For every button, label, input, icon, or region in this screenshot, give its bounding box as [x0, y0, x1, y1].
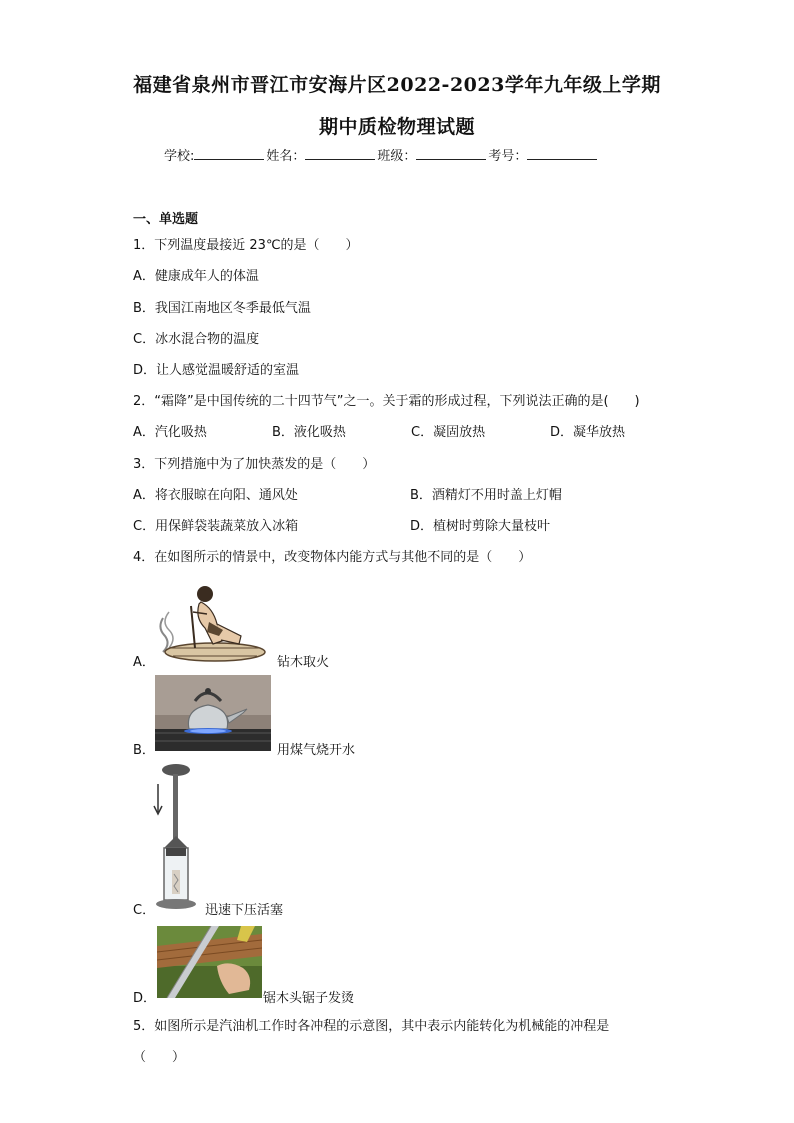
q4-stem: 4．在如图所示的情景中，改变物体内能方式与其他不同的是（ ） [133, 550, 532, 565]
q3-options-row1 [133, 484, 687, 503]
q4-option-d-letter: D． [133, 991, 157, 1006]
q1-option-c: C．冰水混合物的温度 [133, 332, 260, 347]
q3-option-c: C．用保鲜袋装蔬菜放入冰箱 [133, 519, 299, 534]
q3-stem: 3．下列措施中为了加快蒸发的是（ ） [133, 457, 376, 472]
q4-option-b-letter: B． [133, 743, 155, 758]
q1-option-b: B．我国江南地区冬季最低气温 [133, 301, 311, 316]
q1-option-d: D．让人感觉温暖舒适的室温 [133, 363, 300, 378]
name-label: 姓名： [266, 149, 306, 164]
class-label: 班级： [377, 149, 417, 164]
q2-stem: 2．“霜降”是中国传统的二十四节气”之一。关于霜的形成过程，下列说法正确的是( ) [133, 394, 640, 409]
q1-stem: 1．下列温度最接近 23℃的是（ ） [133, 238, 359, 253]
q2-option-b: B．液化吸热 [272, 425, 346, 440]
sawing-wood-image [157, 926, 262, 998]
q4-option-a-caption: 钻木取火 [277, 655, 330, 670]
q2-options [133, 421, 689, 440]
q1-option-a: A．健康成年人的体温 [133, 269, 259, 284]
drilling-wood-fire-image [155, 578, 273, 668]
school-blank [194, 147, 264, 160]
q2-option-c: C．凝固放热 [411, 425, 486, 440]
q4-option-c-letter: C． [133, 903, 156, 918]
q5-stem-cont: （ ） [133, 1050, 186, 1065]
q4-option-c-caption: 迅速下压活塞 [205, 903, 284, 918]
q4-option-d-caption: 锯木头锯子发烫 [263, 991, 355, 1006]
class-blank [416, 147, 486, 160]
q4-option-b-caption: 用煤气烧开水 [277, 743, 356, 758]
number-label: 考号： [488, 149, 528, 164]
exam-title-line2: 期中质检物理试题 [318, 116, 475, 138]
name-blank [305, 147, 375, 160]
q3-options-row2 [133, 515, 687, 534]
school-label: 学校: [164, 149, 195, 164]
q5-stem: 5．如图所示是汽油机工作时各冲程的示意图，其中表示内能转化为机械能的冲程是 [133, 1019, 610, 1034]
section-title: 一、单选题 [133, 212, 199, 227]
q3-option-a: A．将衣服晾在向阳、通风处 [133, 488, 298, 503]
q2-option-d: D．凝华放热 [550, 425, 626, 440]
q2-option-a: A．汽化吸热 [133, 425, 207, 440]
q4-option-a-letter: A． [133, 655, 155, 670]
q3-option-d: D．植树时剪除大量枝叶 [410, 519, 551, 534]
number-blank [527, 147, 597, 160]
air-compression-piston-image [150, 762, 202, 912]
exam-title-line1: 福建省泉州市晋江市安海片区2022-2023学年九年级上学期 [133, 74, 661, 96]
student-info-row [164, 145, 599, 164]
q3-option-b: B．酒精灯不用时盖上灯帽 [410, 488, 562, 503]
kettle-on-gas-stove-image [155, 675, 271, 751]
